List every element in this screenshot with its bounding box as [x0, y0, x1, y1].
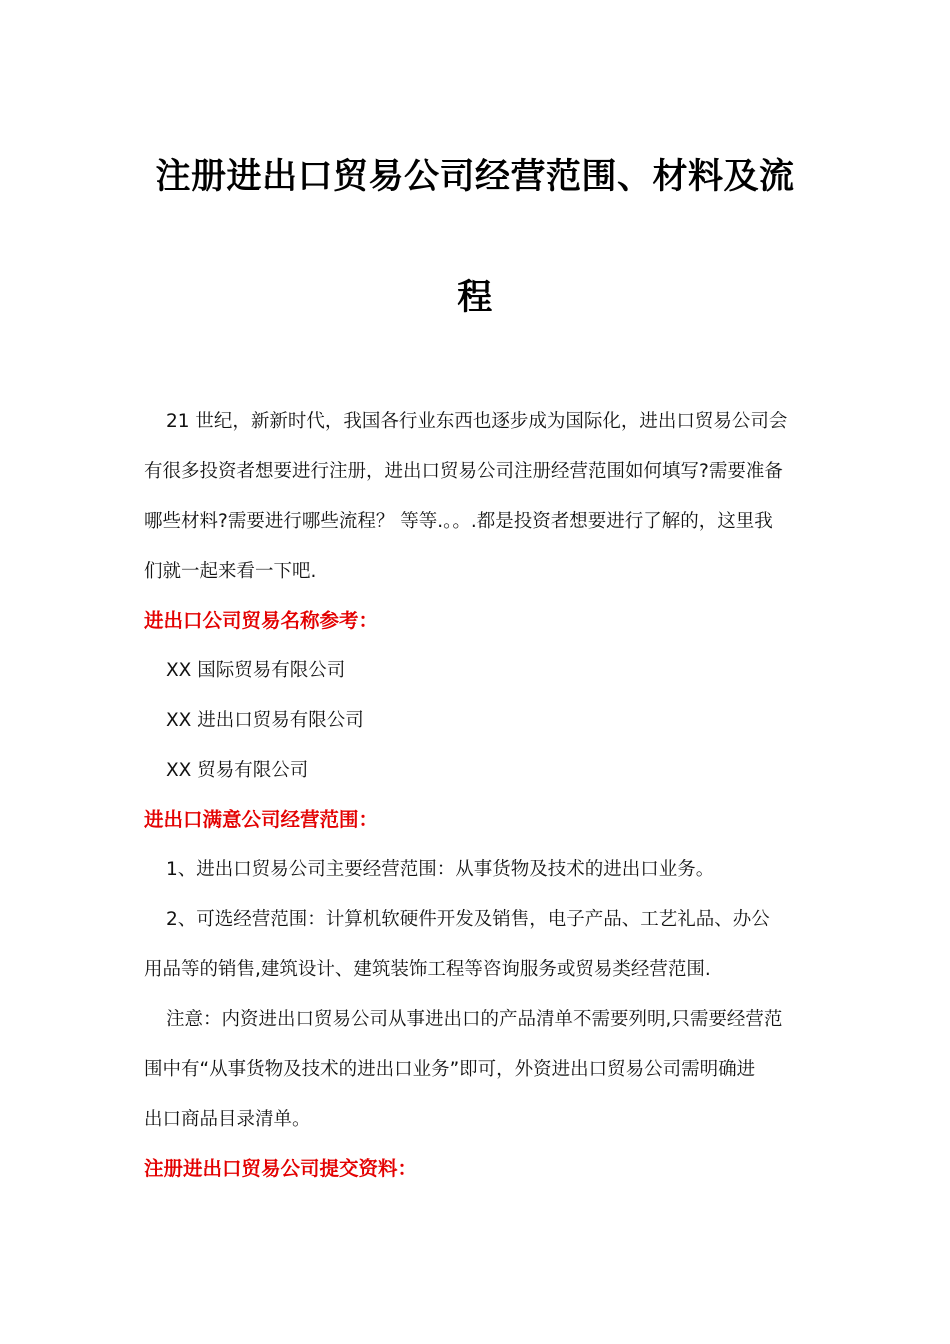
company-name-item: XX 进出口贸易有限公司	[166, 710, 364, 731]
company-name-item: XX 贸易有限公司	[166, 760, 309, 781]
scope-item-2-line2: 用品等的销售,建筑设计、建筑装饰工程等咨询服务或贸易类经营范围.	[144, 959, 711, 980]
scope-item-1: 1、进出口贸易公司主要经营范围：从事货物及技术的进出口业务。	[166, 859, 715, 880]
section-heading-required-materials: 注册进出口贸易公司提交资料：	[144, 1157, 418, 1180]
company-name-item: XX 国际贸易有限公司	[166, 660, 346, 681]
intro-line-4: 们就一起来看一下吧.	[144, 561, 317, 582]
note-line-3: 出口商品目录清单。	[144, 1109, 311, 1130]
intro-line-2: 有很多投资者想要进行注册，进出口贸易公司注册经营范围如何填写?需要准备	[144, 461, 783, 482]
intro-line-1: 21 世纪，新新时代，我国各行业东西也逐步成为国际化，进出口贸易公司会	[166, 411, 788, 432]
note-line-2: 围中有“从事货物及技术的进出口业务”即可，外资进出口贸易公司需明确进	[144, 1059, 756, 1080]
note-line-1: 注意：内资进出口贸易公司从事进出口的产品清单不需要列明,只需要经营范	[166, 1009, 783, 1030]
scope-item-2-line1: 2、可选经营范围：计算机软硬件开发及销售，电子产品、工艺礼品、办公	[166, 909, 770, 930]
section-heading-company-names: 进出口公司贸易名称参考：	[144, 609, 379, 632]
document-title-line2: 程	[457, 277, 493, 318]
intro-line-3: 哪些材料?需要进行哪些流程？ 等等.。。.都是投资者想要进行了解的，这里我	[144, 511, 773, 532]
section-heading-business-scope: 进出口满意公司经营范围：	[144, 808, 379, 831]
document-title-line1: 注册进出口贸易公司经营范围、材料及流	[155, 156, 795, 197]
